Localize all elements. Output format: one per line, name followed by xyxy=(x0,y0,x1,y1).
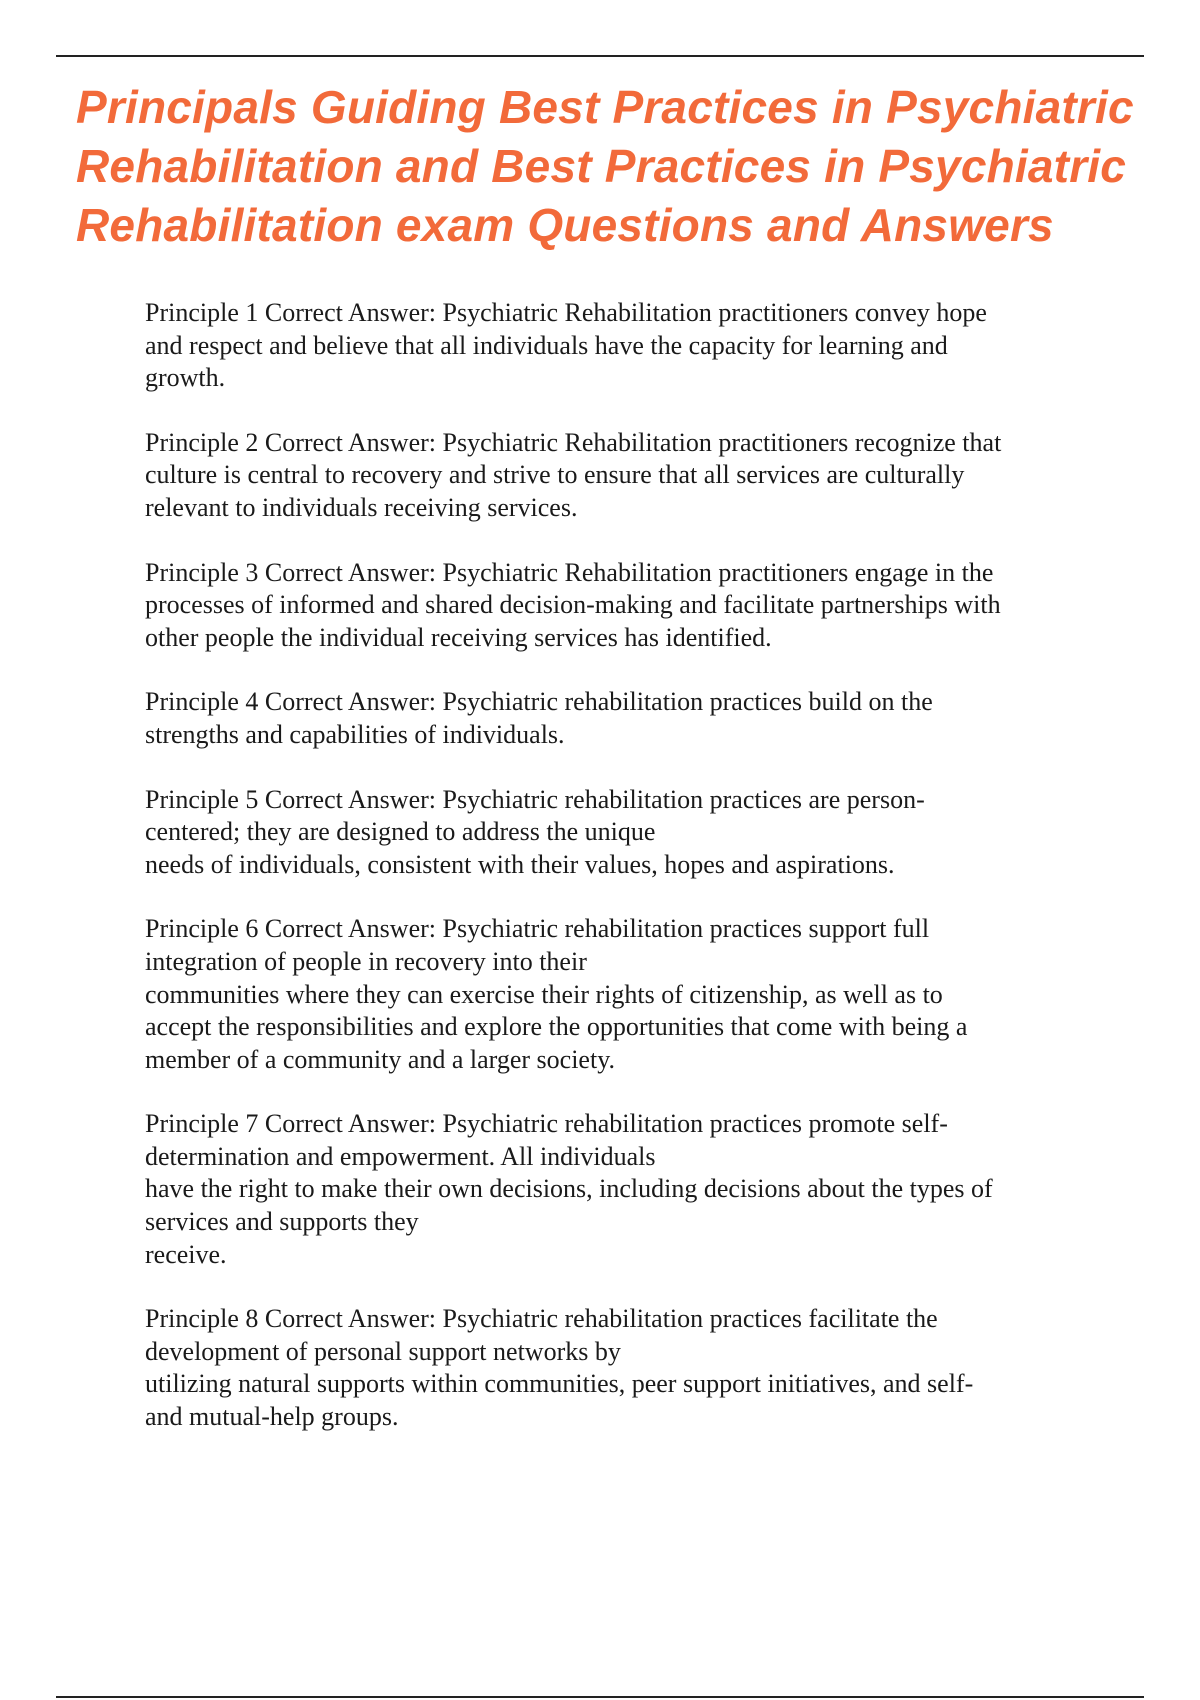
qa-item-principle-7: Principle 7 Correct Answer: Psychiatric rehabilitation practices promote self- determination and empowerment. All individuals have the right to make their own decisions, including decisions about the types of services and supports they receive. xyxy=(145,1109,993,1269)
qa-item-principle-8: Principle 8 Correct Answer: Psychiatric rehabilitation practices facilitate the development of personal support networks by utilizing natural supports within communities, peer support initiatives, and self- and mutual-help groups. xyxy=(145,1304,974,1432)
qa-item-principle-4: Principle 4 Correct Answer: Psychiatric rehabilitation practices build on the strengths and capabilities of individuals. xyxy=(145,687,933,749)
document-title: Principals Guiding Best Practices in Psychiatric Rehabilitation and Best Practices in Psychiatric Rehabilitation exam Questions and Answers xyxy=(76,81,1134,251)
bottom-divider xyxy=(56,1696,1144,1698)
qa-item-principle-6: Principle 6 Correct Answer: Psychiatric rehabilitation practices support full integration of people in recovery into their communities where they can exercise their rights of citizenship, as well as to accept the responsibilities and explore the opportunities that come with being a member of a community and a larger society. xyxy=(145,914,968,1074)
qa-item-principle-2: Principle 2 Correct Answer: Psychiatric Rehabilitation practitioners recognize that culture is central to recovery and strive to ensure that all services are culturally relevant to individuals receiving services. xyxy=(145,427,1002,522)
qa-list xyxy=(145,297,1145,1466)
qa-item-principle-5: Principle 5 Correct Answer: Psychiatric rehabilitation practices are person- centered; they are designed to address the unique needs of individuals, consistent with their values, hopes and aspirations. xyxy=(145,784,925,879)
top-divider xyxy=(56,55,1144,57)
qa-item-principle-1: Principle 1 Correct Answer: Psychiatric Rehabilitation practitioners convey hope and respect and believe that all individuals have the capacity for learning and growth. xyxy=(145,298,987,393)
qa-item-principle-3: Principle 3 Correct Answer: Psychiatric Rehabilitation practitioners engage in the processes of informed and shared decision-making and facilitate partnerships with other people the individual receiving services has identified. xyxy=(145,557,1001,652)
